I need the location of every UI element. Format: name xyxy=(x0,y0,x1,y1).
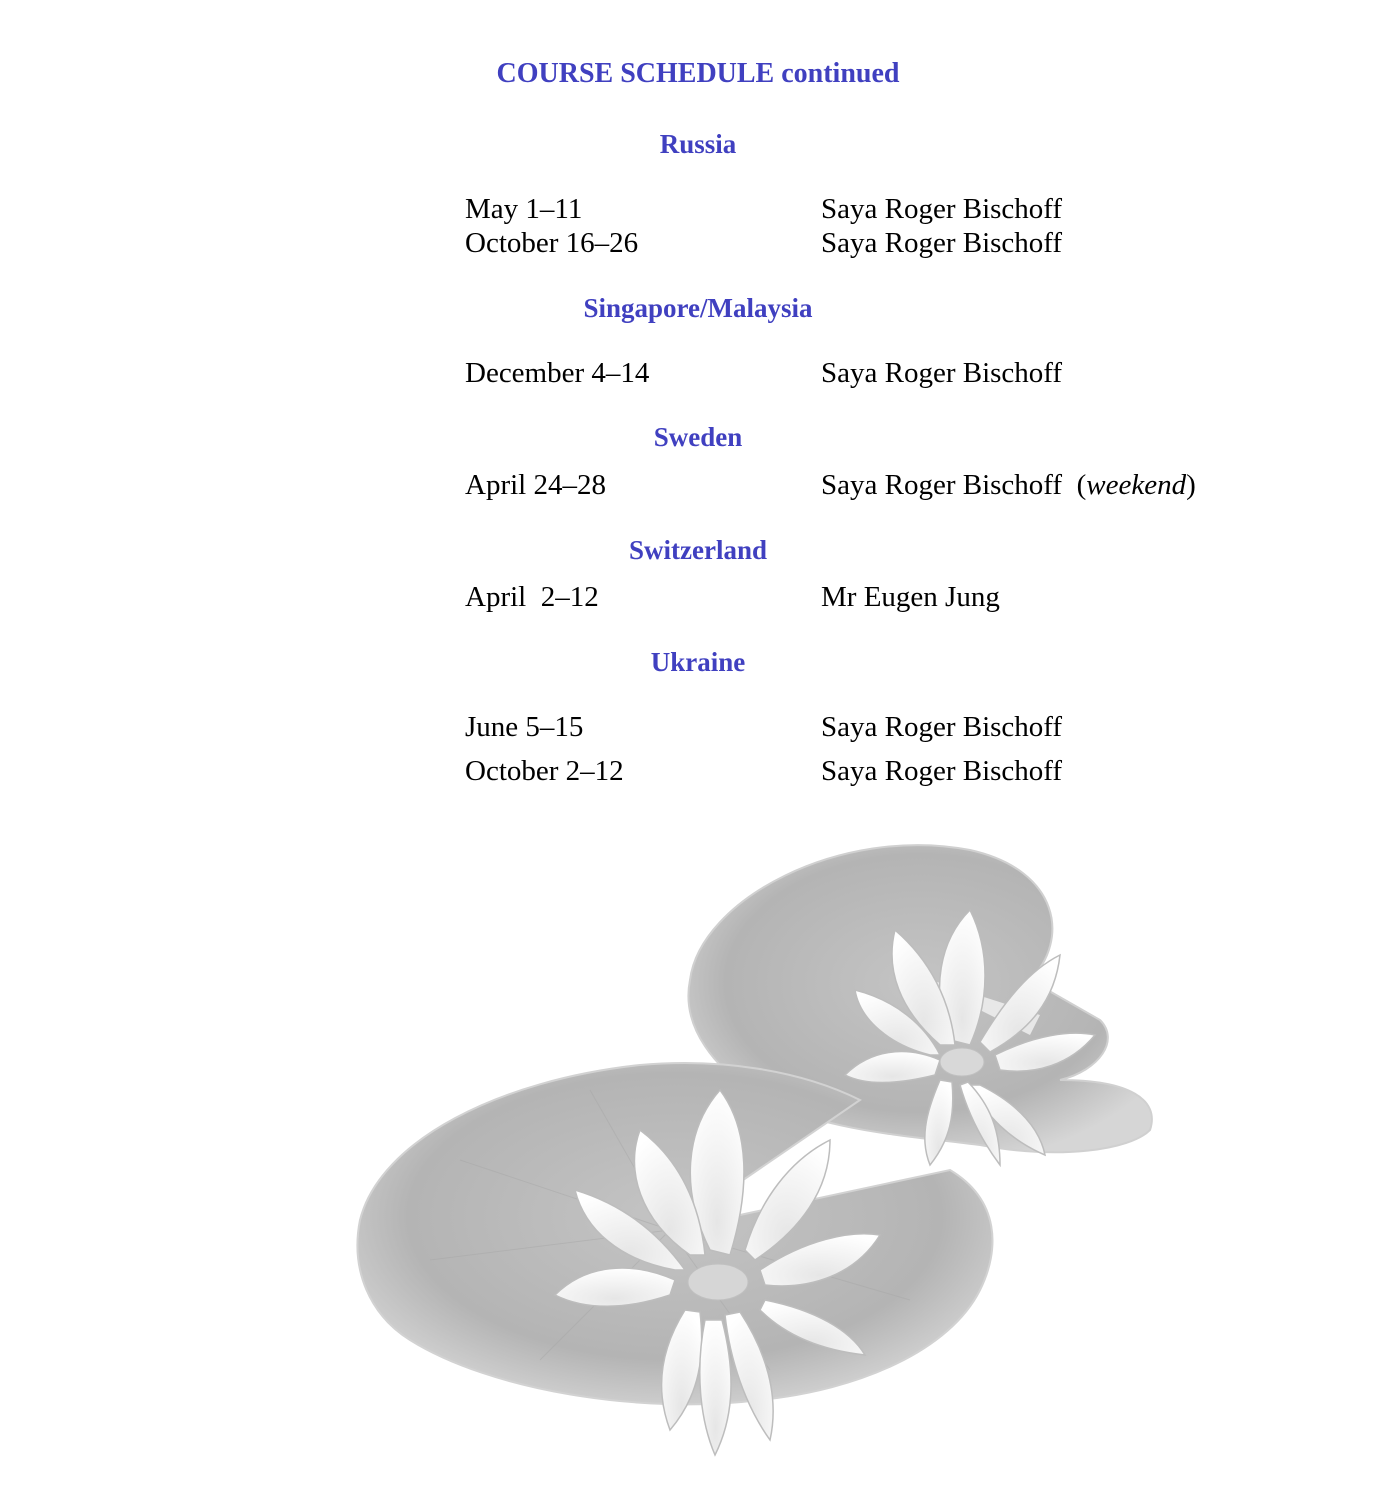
country-heading-singapore-malaysia: Singapore/Malaysia xyxy=(583,293,813,323)
course-dates: April 2–12 xyxy=(465,581,599,613)
country-heading-russia: Russia xyxy=(659,129,737,159)
course-teacher: Saya Roger Bischoff xyxy=(821,469,1063,501)
course-teacher: Mr Eugen Jung xyxy=(821,581,1000,613)
course-teacher: Saya Roger Bischoff xyxy=(821,711,1063,743)
course-teacher: Saya Roger Bischoff xyxy=(821,755,1063,787)
course-dates: December 4–14 xyxy=(465,357,650,389)
course-teacher-with-note: Saya Roger Bischoff (weekend) xyxy=(821,469,1196,501)
course-dates: October 16–26 xyxy=(465,227,639,259)
course-teacher: Saya Roger Bischoff xyxy=(821,357,1063,389)
course-dates: April 24–28 xyxy=(465,469,606,501)
country-heading-sweden: Sweden xyxy=(653,422,743,452)
course-dates: June 5–15 xyxy=(465,711,584,743)
water-lily-illustration-icon xyxy=(340,830,1170,1500)
course-teacher: Saya Roger Bischoff xyxy=(821,193,1063,225)
course-dates: May 1–11 xyxy=(465,193,583,225)
course-note: weekend xyxy=(1086,469,1187,501)
country-heading-ukraine: Ukraine xyxy=(650,647,746,677)
course-teacher: Saya Roger Bischoff xyxy=(821,227,1063,259)
country-heading-switzerland: Switzerland xyxy=(629,535,767,565)
page-title: COURSE SCHEDULE continued xyxy=(496,58,900,89)
course-dates: October 2–12 xyxy=(465,755,624,787)
